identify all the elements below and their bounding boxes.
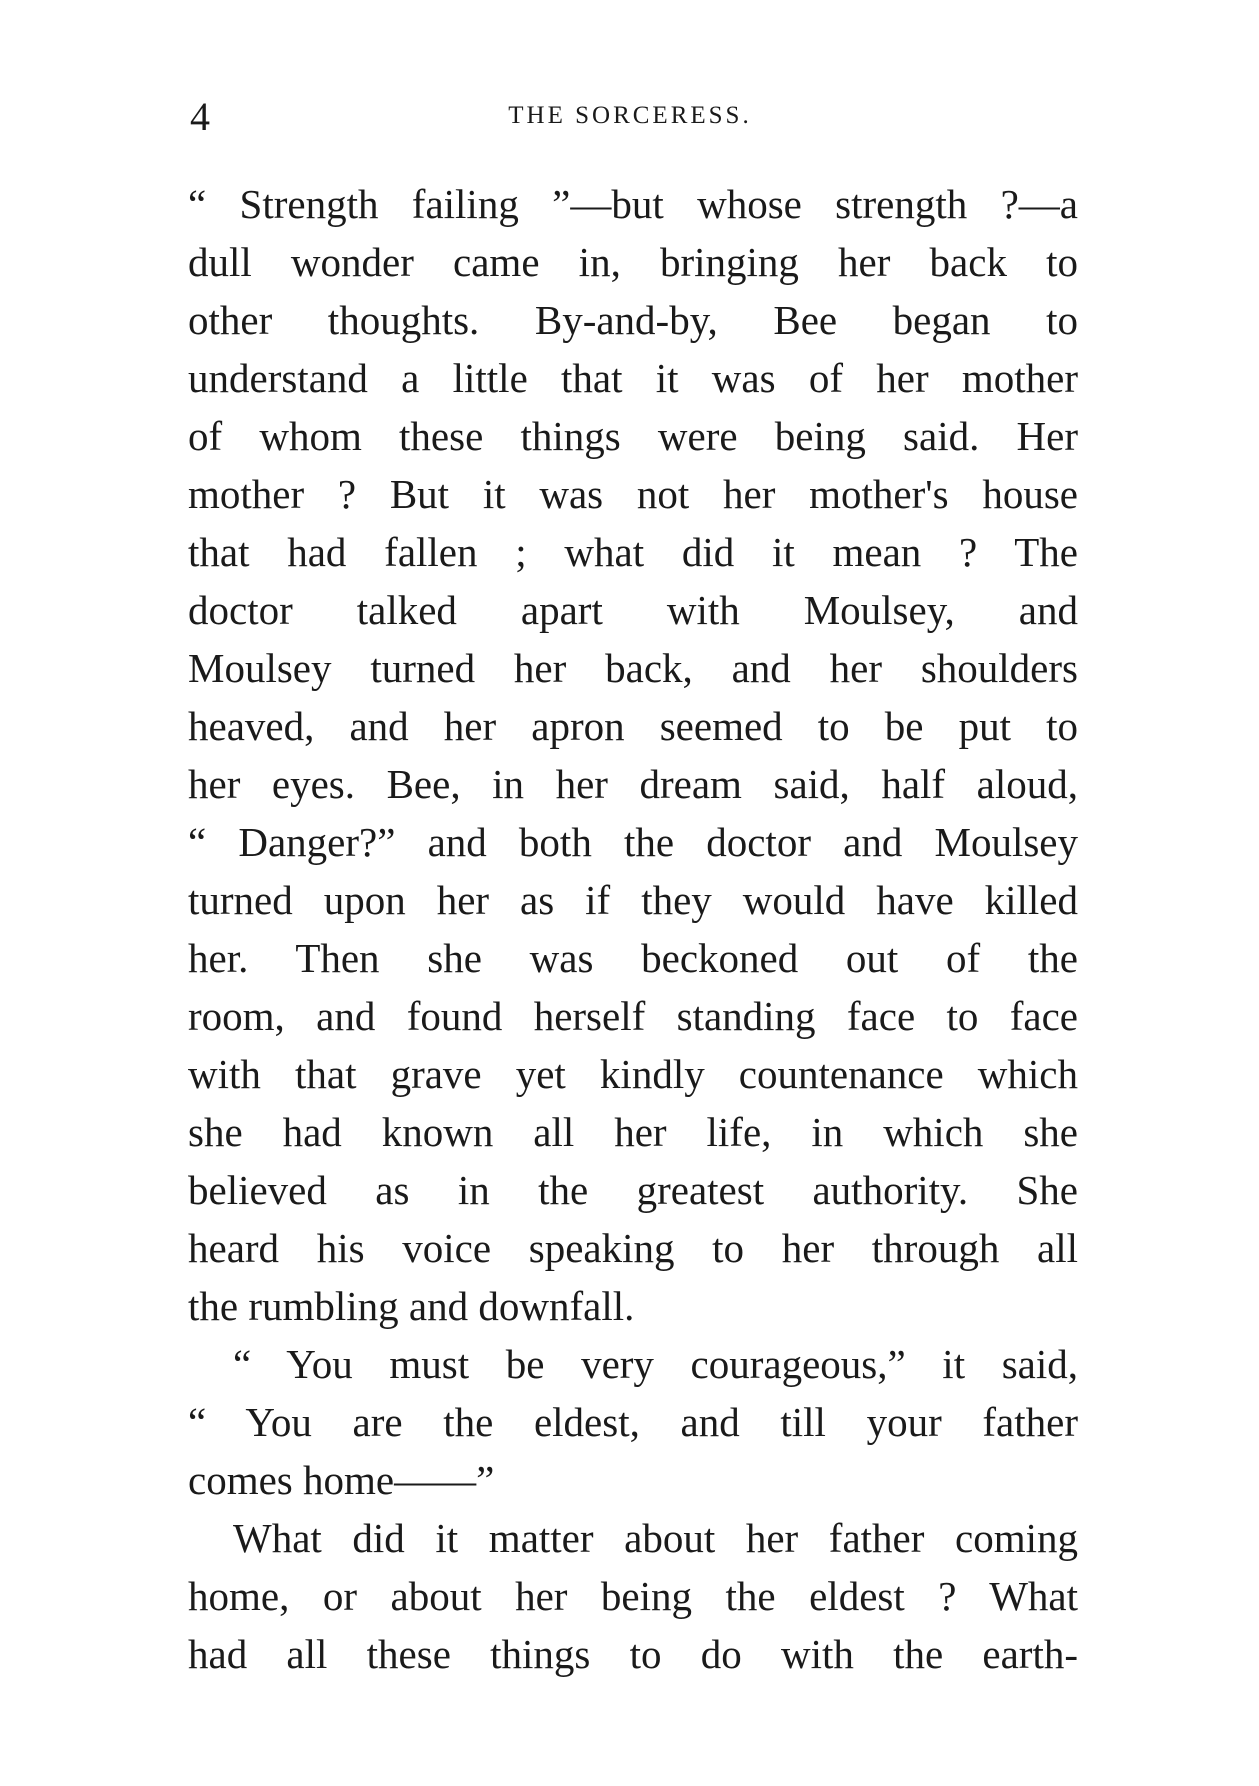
text-line: understand a little that it was of her mother: [188, 355, 1078, 401]
text-line: other thoughts. By-and-by, Bee began to: [188, 297, 1078, 343]
text-line: turned upon her as if they would have killed: [188, 877, 1078, 923]
paragraph-start-line: What did it matter about her father coming: [233, 1515, 1078, 1561]
text-line: home, or about her being the eldest ? What: [188, 1573, 1078, 1619]
paragraph-start-line: “ You must be very courageous,” it said,: [233, 1341, 1078, 1387]
text-line: with that grave yet kindly countenance which: [188, 1051, 1078, 1097]
text-line: that had fallen ; what did it mean ? The: [188, 529, 1078, 575]
paragraph-end-line: the rumbling and downfall.: [188, 1283, 635, 1329]
text-line: dull wonder came in, bringing her back to: [188, 239, 1078, 285]
paragraph-end-line: comes home——”: [188, 1457, 495, 1503]
text-line: room, and found herself standing face to face: [188, 993, 1078, 1039]
text-line: Moulsey turned her back, and her shoulders: [188, 645, 1078, 691]
text-line: “ You are the eldest, and till your father: [188, 1399, 1078, 1445]
text-line: doctor talked apart with Moulsey, and: [188, 587, 1078, 633]
text-line: her. Then she was beckoned out of the: [188, 935, 1078, 981]
text-line: mother ? But it was not her mother's house: [188, 471, 1078, 517]
text-line: heard his voice speaking to her through all: [188, 1225, 1078, 1271]
text-line: believed as in the greatest authority. She: [188, 1167, 1078, 1213]
running-head: [190, 92, 1070, 142]
page-number: 4: [190, 94, 210, 139]
text-line: “ Danger?” and both the doctor and Moulsey: [188, 819, 1078, 865]
body-text: [188, 175, 1078, 1683]
text-line: she had known all her life, in which she: [188, 1109, 1078, 1155]
text-line: of whom these things were being said. Her: [188, 413, 1078, 459]
text-line: her eyes. Bee, in her dream said, half aloud,: [188, 761, 1078, 807]
running-title: THE SORCERESS.: [508, 102, 752, 129]
text-line: had all these things to do with the earth-: [188, 1631, 1078, 1677]
text-line: “ Strength failing ”—but whose strength ?—a: [188, 181, 1078, 227]
text-line: heaved, and her apron seemed to be put to: [188, 703, 1078, 749]
